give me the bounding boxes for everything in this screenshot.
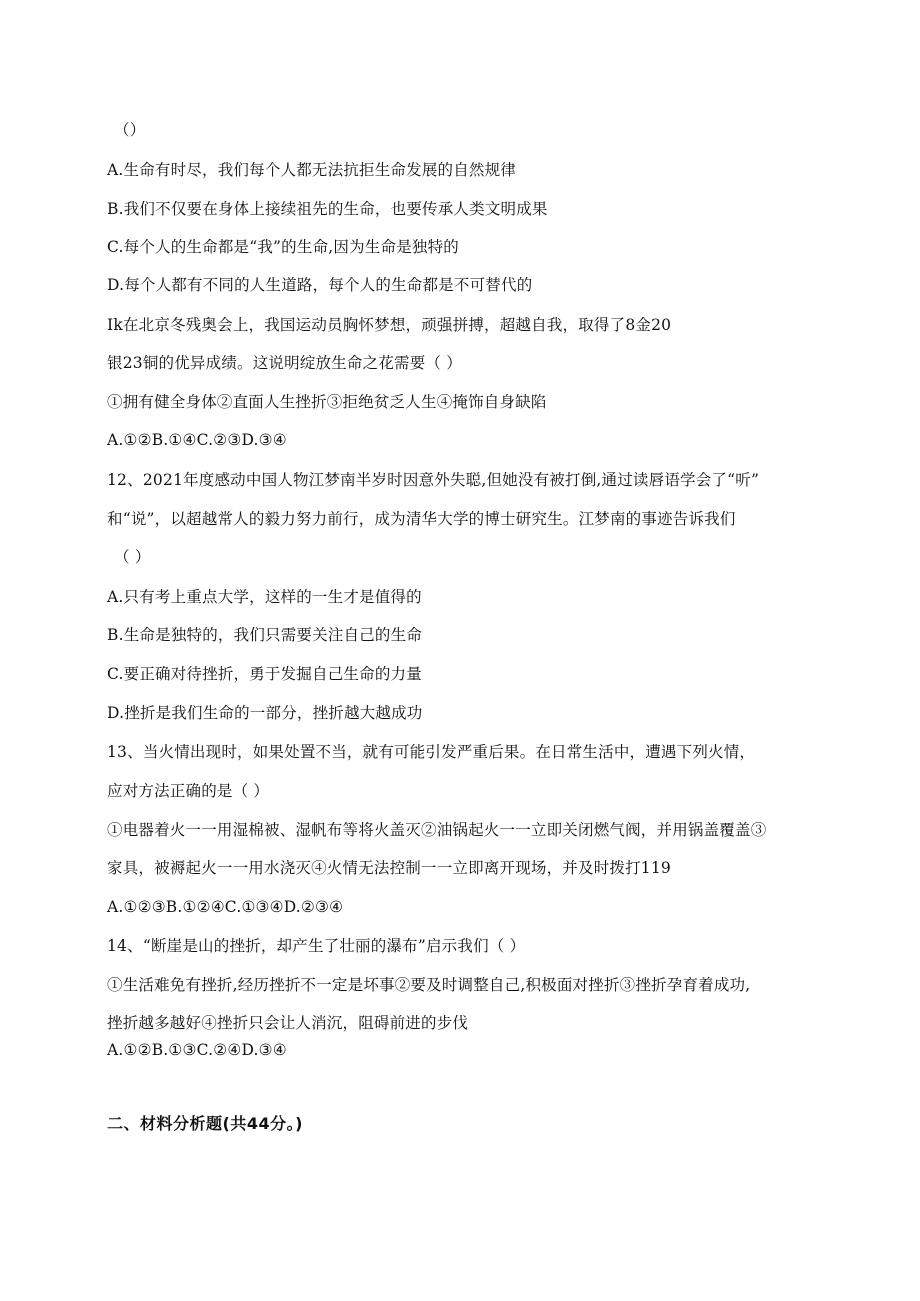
question-12-option-c: C.要正确对待挫折，勇于发掘自己生命的力量 [107, 665, 422, 683]
answer-paren-top: （） [114, 121, 146, 139]
option-c: C.每个人的生命都是“我”的生命,因为生命是独特的 [107, 238, 460, 256]
question-12-line1: 12、2021年度感动中国人物江梦南半岁时因意外失聪,但她没有被打倒,通过读唇语学会了“听” [107, 471, 760, 489]
question-11-line1: Ik在北京冬残奥会上，我国运动员胸怀梦想，顽强拼搏，超越自我，取得了8金20 [107, 316, 672, 334]
option-b: B.我们不仅要在身体上接续祖先的生命，也要传承人类文明成果 [107, 200, 548, 218]
question-14-statements-2: 挫折越多越好④挫折只会让人消沉，阻碍前进的步伐 [107, 1014, 469, 1032]
option-d: D.每个人都有不同的人生道路，每个人的生命都是不可替代的 [107, 276, 533, 294]
question-12-option-d: D.挫折是我们生命的一部分，挫折越大越成功 [107, 704, 423, 722]
question-12-option-b: B.生命是独特的，我们只需要关注自己的生命 [107, 626, 423, 644]
question-12-option-a: A.只有考上重点大学，这样的一生才是值得的 [107, 588, 422, 606]
question-12-line2: 和“说”，以超越常人的毅力努力前行，成为清华大学的博士研究生。江梦南的事迹告诉我们 [107, 510, 736, 528]
question-11-statements: ①拥有健全身体②直面人生挫折③拒绝贫乏人生④掩饰自身缺陷 [107, 393, 547, 411]
question-13-statements-1: ①电器着火一一用湿棉被、湿帆布等将火盖灭②油锅起火一一立即关闭燃气阀，并用锅盖覆盖③ [107, 821, 767, 839]
question-13-options: A.①②③B.①②④C.①③④D.②③④ [107, 898, 344, 916]
section-title: 二、材料分析题(共44分。) [107, 1114, 303, 1133]
option-a: A.生命有时尽，我们每个人都无法抗拒生命发展的自然规律 [107, 161, 517, 179]
question-14-line1: 14、“断崖是山的挫折，却产生了壮丽的瀑布”启示我们（ ） [107, 937, 526, 955]
question-12-paren: （ ） [114, 548, 151, 566]
question-13-line2: 应对方法正确的是（ ） [107, 782, 270, 800]
question-14-statements-1: ①生活难免有挫折,经历挫折不一定是坏事②要及时调整自己,积极面对挫折③挫折孕育着成功, [107, 976, 751, 994]
question-14-options: A.①②B.①③C.②④D.③④ [107, 1041, 287, 1059]
question-11-line2: 银23铜的优异成绩。这说明绽放生命之花需要（ ） [107, 354, 462, 372]
question-13-statements-2: 家具，被褥起火一一用水浇灭④火情无法控制一一立即离开现场，并及时拨打119 [107, 859, 671, 877]
question-13-line1: 13、当火情出现时，如果处置不当，就有可能引发严重后果。在日常生活中，遭遇下列火情， [107, 743, 756, 761]
question-11-options: A.①②B.①④C.②③D.③④ [107, 431, 287, 449]
